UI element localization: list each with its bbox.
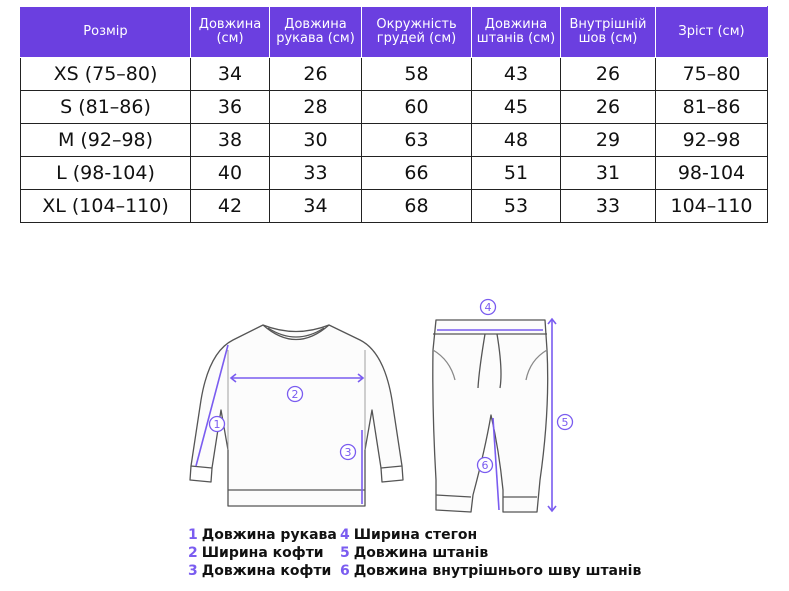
table-cell: L (98-104) bbox=[21, 157, 191, 190]
table-cell: 26 bbox=[270, 58, 362, 91]
table-row bbox=[21, 124, 768, 157]
header-chest: Окружність грудей (см) bbox=[362, 7, 472, 58]
table-row bbox=[21, 190, 768, 223]
legend-item: 5 Довжина штанів bbox=[340, 545, 489, 561]
table-header-row bbox=[21, 7, 768, 58]
table-row bbox=[21, 157, 768, 190]
table-cell: 26 bbox=[561, 58, 656, 91]
size-chart-table bbox=[20, 6, 768, 223]
legend-item: 1 Довжина рукава bbox=[188, 527, 337, 543]
marker-6 bbox=[478, 458, 493, 473]
header-size: Розмір bbox=[21, 7, 191, 58]
table-cell: 34 bbox=[270, 190, 362, 223]
table-cell: M (92–98) bbox=[21, 124, 191, 157]
header-inseam: Внутрішній шов (см) bbox=[561, 7, 656, 58]
table-row bbox=[21, 91, 768, 124]
table-cell: 38 bbox=[191, 124, 270, 157]
legend-item: 3 Довжина кофти bbox=[188, 563, 332, 579]
legend-item: 4 Ширина стегон bbox=[340, 527, 478, 543]
table-cell: 29 bbox=[561, 124, 656, 157]
table-cell: 33 bbox=[270, 157, 362, 190]
table-cell: 30 bbox=[270, 124, 362, 157]
legend-right-column bbox=[340, 526, 641, 580]
header-pants-length: Довжина штанів (см) bbox=[472, 7, 561, 58]
svg-text:1: 1 bbox=[213, 418, 221, 431]
svg-text:5: 5 bbox=[561, 416, 569, 429]
table-cell: 42 bbox=[191, 190, 270, 223]
marker-2 bbox=[288, 387, 303, 402]
marker-5 bbox=[558, 415, 573, 430]
marker-3 bbox=[341, 445, 356, 460]
table-cell: 66 bbox=[362, 157, 472, 190]
svg-text:2: 2 bbox=[291, 388, 299, 401]
table-cell: 28 bbox=[270, 91, 362, 124]
table-cell: 68 bbox=[362, 190, 472, 223]
table-cell: 60 bbox=[362, 91, 472, 124]
table-cell: 40 bbox=[191, 157, 270, 190]
table-cell: 31 bbox=[561, 157, 656, 190]
table-cell: XL (104–110) bbox=[21, 190, 191, 223]
svg-text:6: 6 bbox=[481, 459, 489, 472]
sweatshirt-illustration bbox=[190, 325, 403, 506]
table-cell: XS (75–80) bbox=[21, 58, 191, 91]
table-cell: S (81–86) bbox=[21, 91, 191, 124]
table-cell: 43 bbox=[472, 58, 561, 91]
table-cell: 33 bbox=[561, 190, 656, 223]
table-cell: 81–86 bbox=[656, 91, 768, 124]
table-cell: 36 bbox=[191, 91, 270, 124]
table-cell: 34 bbox=[191, 58, 270, 91]
marker-4 bbox=[481, 300, 496, 315]
pants-illustration bbox=[433, 320, 548, 512]
table-row bbox=[21, 58, 768, 91]
table-cell: 26 bbox=[561, 91, 656, 124]
table-cell: 104–110 bbox=[656, 190, 768, 223]
table-cell: 98-104 bbox=[656, 157, 768, 190]
table-cell: 58 bbox=[362, 58, 472, 91]
table-cell: 51 bbox=[472, 157, 561, 190]
svg-text:4: 4 bbox=[484, 301, 492, 314]
table-cell: 45 bbox=[472, 91, 561, 124]
legend-left-column bbox=[188, 526, 337, 580]
table-cell: 48 bbox=[472, 124, 561, 157]
legend-item: 6 Довжина внутрішнього шву штанів bbox=[340, 563, 642, 579]
table-cell: 63 bbox=[362, 124, 472, 157]
header-height: Зріст (см) bbox=[656, 7, 768, 58]
table-cell: 53 bbox=[472, 190, 561, 223]
table-cell: 75–80 bbox=[656, 58, 768, 91]
header-sleeve-length: Довжина рукава (см) bbox=[270, 7, 362, 58]
table-cell: 92–98 bbox=[656, 124, 768, 157]
marker-1 bbox=[210, 417, 225, 432]
legend-item: 2 Ширина кофти bbox=[188, 545, 324, 561]
header-length: Довжина (см) bbox=[191, 7, 270, 58]
svg-text:3: 3 bbox=[344, 446, 352, 459]
garment-measurement-diagram bbox=[0, 290, 789, 530]
